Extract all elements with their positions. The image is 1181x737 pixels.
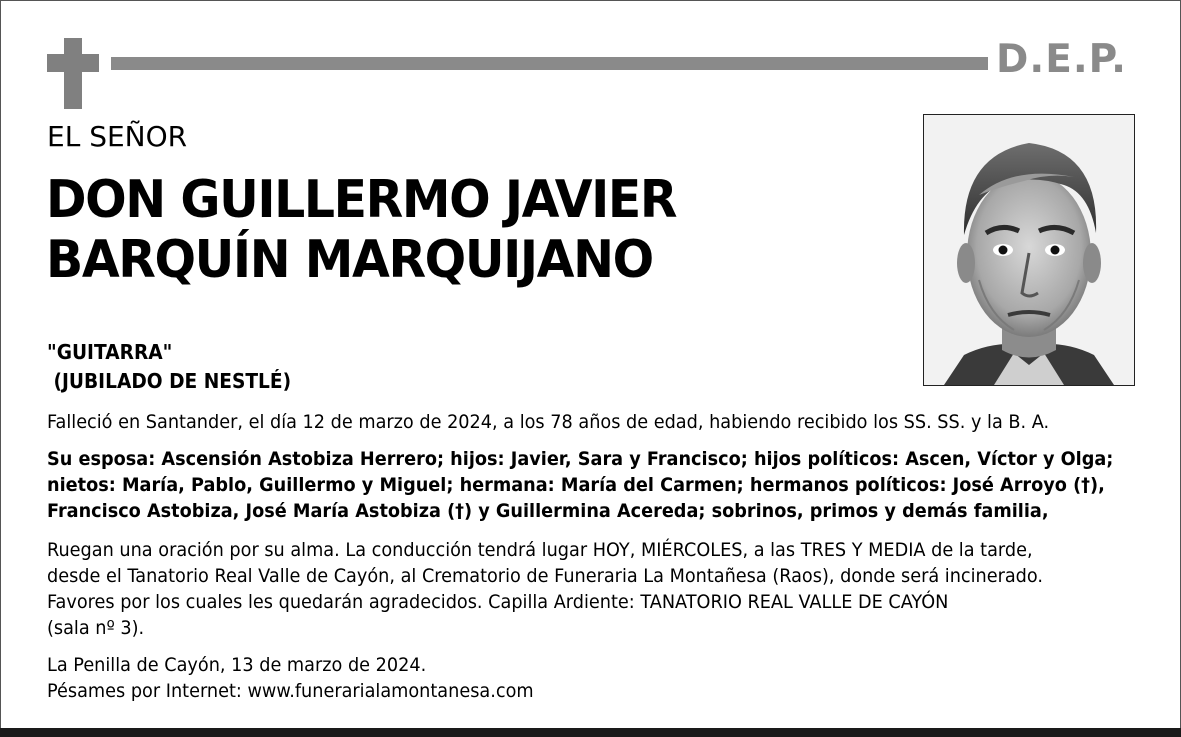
condolences-link: Pésames por Internet: www.funerarialamontanesa.com <box>47 680 534 702</box>
family-line-3: Francisco Astobiza, José María Astobiza (†) y Guillermina Acereda; sobrinos, primos y demás familia, <box>47 500 1049 522</box>
service-line-4: (sala nº 3). <box>47 617 145 639</box>
family-line-2: nietos: María, Pablo, Guillermo y Miguel; hermana: María del Carmen; hermanos políticos: José Arroyo (†), <box>47 474 1105 496</box>
service-line-3: Favores por los cuales les quedarán agradecidos. Capilla Ardiente: TANATORIO REAL VALLE DE CAYÓN <box>47 591 949 613</box>
family-line-1: Su esposa: Ascensión Astobiza Herrero; hijos: Javier, Sara y Francisco; hijos políticos: Ascen, Víctor y Olga; <box>47 448 1114 470</box>
name-line-2: BARQUÍN MARQUIJANO <box>46 230 653 290</box>
dep-label: D.E.P. <box>996 37 1127 82</box>
latin-cross-icon-arm <box>47 54 99 72</box>
occupation: (JUBILADO DE NESTLÉ) <box>47 369 292 393</box>
service-line-1: Ruegan una oración por su alma. La conducción tendrá lugar HOY, MIÉRCOLES, a las TRES Y MEDIA de la tarde, <box>47 539 1033 561</box>
name-line-1: DON GUILLERMO JAVIER <box>46 170 677 230</box>
death-announcement: Falleció en Santander, el día 12 de marzo de 2024, a los 78 años de edad, habiendo recibido los SS. SS. y la B. A. <box>47 411 1050 433</box>
portrait-photo-icon <box>923 114 1135 386</box>
place-date: La Penilla de Cayón, 13 de marzo de 2024. <box>47 654 427 676</box>
deceased-name <box>46 170 676 290</box>
service-line-2: desde el Tanatorio Real Valle de Cayón, al Crematorio de Funeraria La Montañesa (Raos), donde será incinerado. <box>47 565 1044 587</box>
family-list <box>47 446 1114 524</box>
latin-cross-icon <box>64 38 82 109</box>
bottom-rule <box>0 728 1181 737</box>
service-details <box>47 537 1089 641</box>
nickname: "GUITARRA" <box>47 340 173 364</box>
honorific: EL SEÑOR <box>47 120 188 153</box>
header-rule <box>111 57 988 70</box>
